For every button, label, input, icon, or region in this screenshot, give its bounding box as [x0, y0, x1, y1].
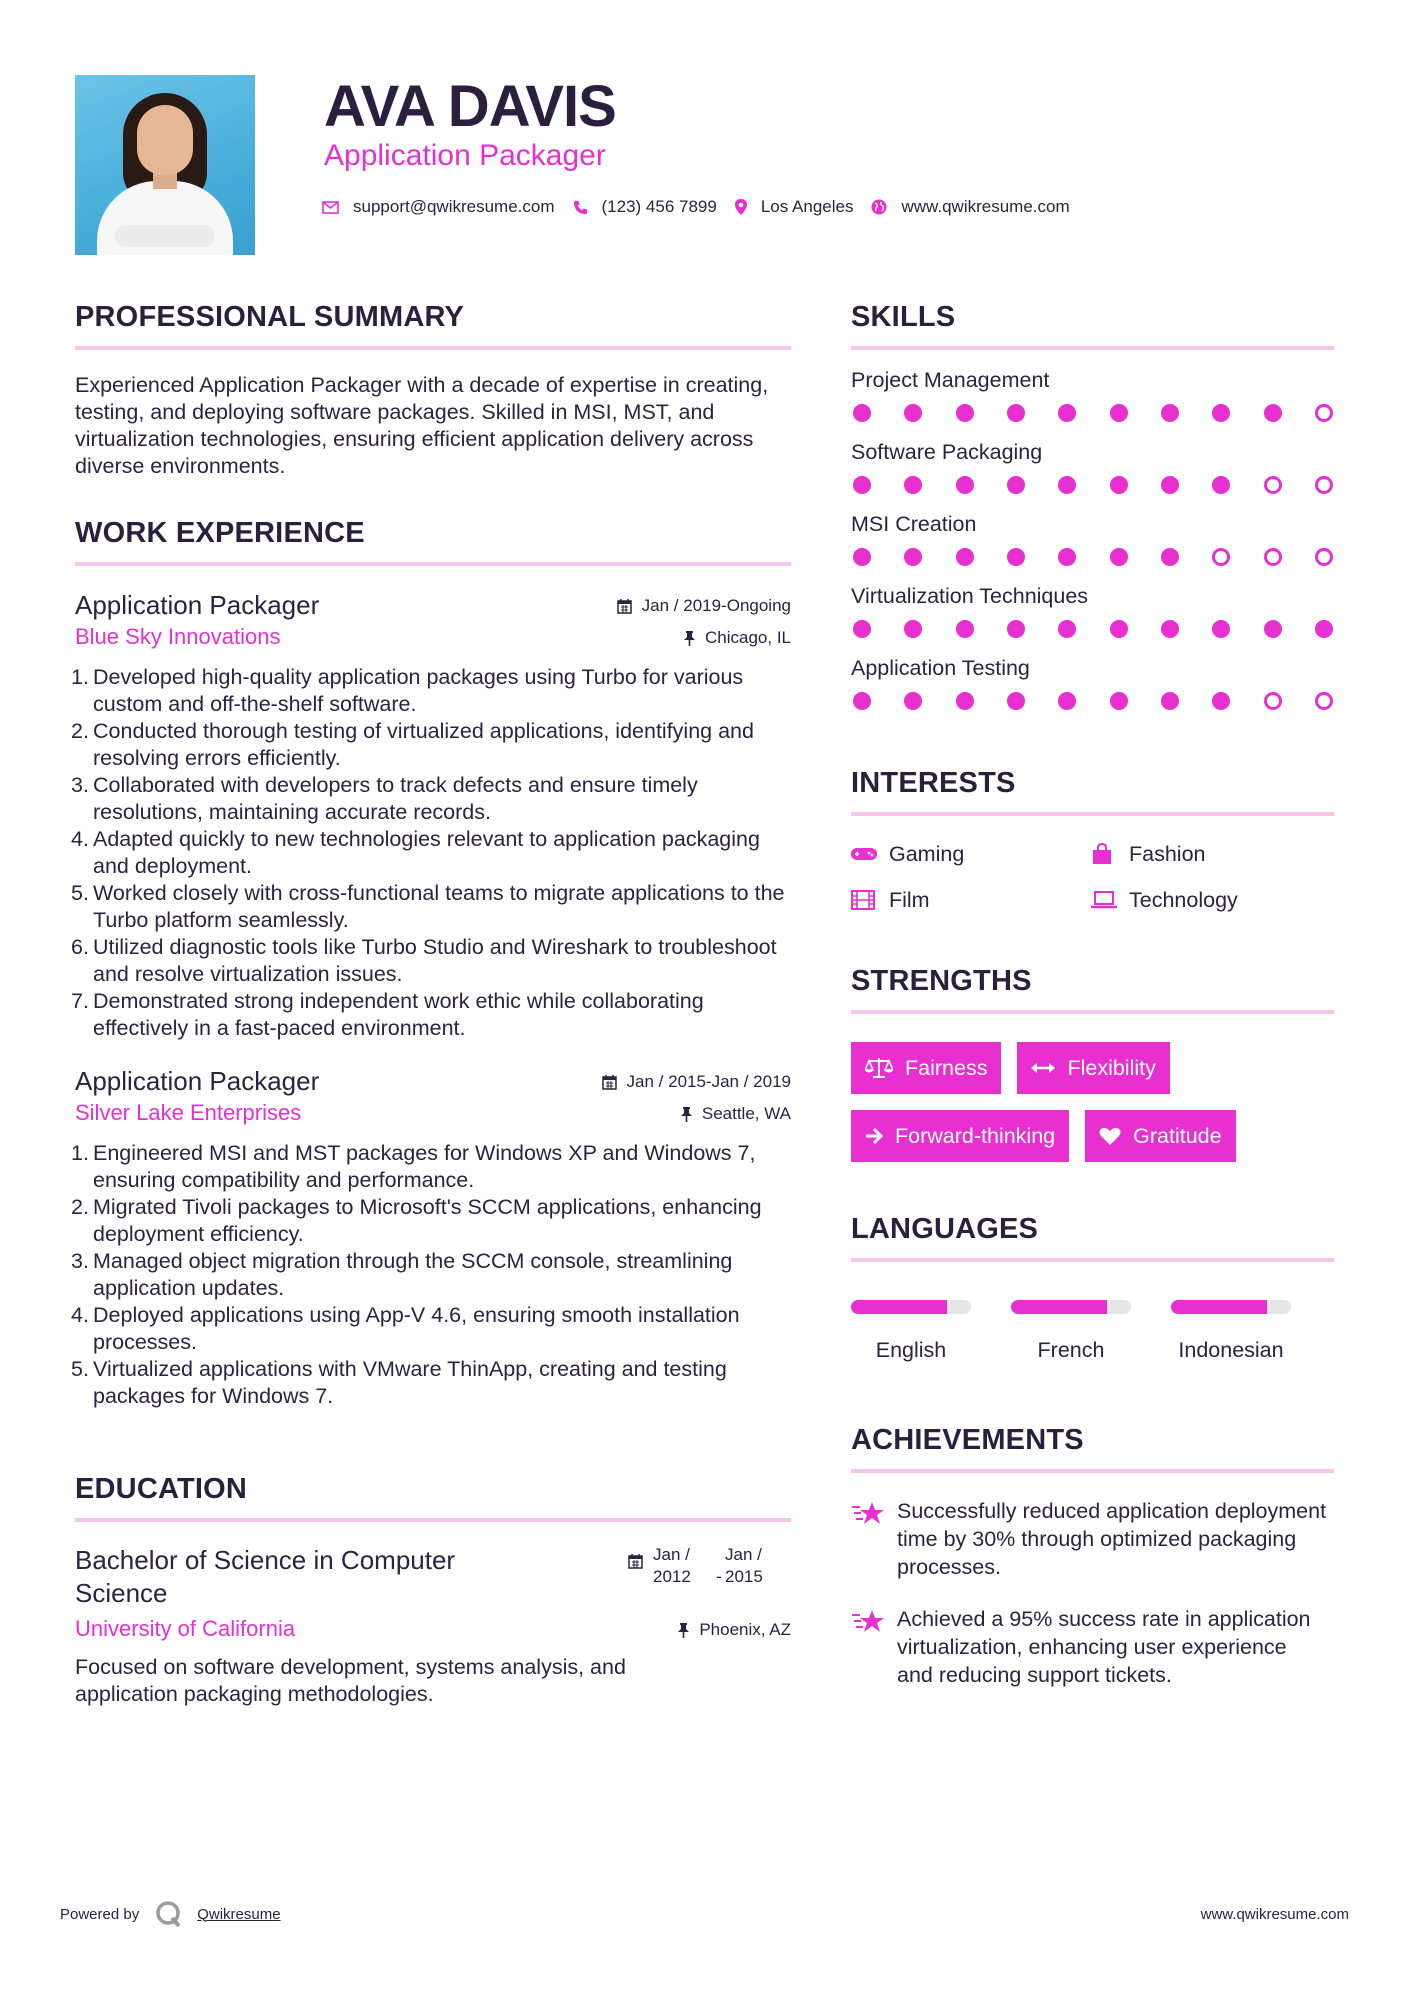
skill-dot: [904, 404, 922, 422]
education-start: Jan / 2012: [653, 1545, 691, 1586]
achievements-title: ACHIEVEMENTS: [851, 1421, 1334, 1473]
education-location-text: Phoenix, AZ: [699, 1620, 791, 1639]
skill-dot: [904, 548, 922, 566]
skills-list: [851, 366, 1334, 710]
skill-dot: [956, 476, 974, 494]
languages-title: LANGUAGES: [851, 1210, 1334, 1262]
contact-email[interactable]: [322, 197, 555, 217]
achievement-item: Achieved a 95% success rate in application virtualization, enhancing user experience and reducing support tickets.: [851, 1605, 1334, 1689]
job-date-text: Jan / 2019-Ongoing: [641, 596, 791, 615]
list-item: 7. Demonstrated strong independent work ethic while collaborating effectively in a fast-paced environment.: [71, 989, 704, 1040]
map-marker-icon: [735, 199, 747, 215]
skill-dot: [904, 476, 922, 494]
education-text: Focused on software development, systems analysis, and application packaging methodologies.: [75, 1655, 626, 1706]
skill-dot: [1212, 692, 1230, 710]
candidate-role: Application Packager: [324, 139, 606, 172]
powered-by-text: Powered by: [60, 1905, 140, 1923]
skill-name: Application Testing: [851, 656, 1030, 680]
list-item: 3. Collaborated with developers to track defects and ensure timely resolutions, maintaining accurate records.: [71, 773, 698, 824]
achievement-item: Successfully reduced application deployment time by 30% through optimized packaging processes.: [851, 1497, 1334, 1581]
calendar-icon: [628, 1554, 643, 1569]
skill-rating: [851, 620, 1333, 638]
pushpin-icon: [684, 631, 695, 646]
envelope-icon: [322, 201, 339, 214]
skill-dot: [1110, 548, 1128, 566]
email-text: support@qwikresume.com: [353, 197, 555, 216]
skill-name: MSI Creation: [851, 512, 977, 536]
interest-item: Technology: [1091, 886, 1331, 914]
skill-dot: [1264, 404, 1282, 422]
strength-tag: Flexibility: [1017, 1042, 1169, 1094]
skill-dot: [1007, 476, 1025, 494]
skill-item: [851, 366, 1334, 422]
skill-dot: [1110, 620, 1128, 638]
arrows-horizontal-icon: [1031, 1062, 1055, 1074]
summary-title: PROFESSIONAL SUMMARY: [75, 298, 791, 350]
phone-text: (123) 456 7899: [601, 197, 717, 216]
skill-dot: [853, 620, 871, 638]
interest-item: Fashion: [1091, 840, 1331, 868]
job-company: Blue Sky Innovations: [75, 624, 281, 649]
skill-dot: [1315, 692, 1333, 710]
list-item: 4. Adapted quickly to new technologies relevant to application packaging and deployment.: [71, 827, 760, 878]
degree-title: Bachelor of Science in Computer Science: [75, 1545, 456, 1608]
skill-dot: [1264, 476, 1282, 494]
summary-text: Experienced Application Packager with a decade of expertise in creating, testing, and deploying software packages. Skilled in MSI, MST, and virtualization technologies, ensuring efficient application delivery across diverse environments.: [75, 373, 769, 478]
skill-item: [851, 438, 1334, 494]
skill-dot: [1315, 548, 1333, 566]
contact-location: [735, 197, 854, 217]
skill-dot: [1212, 620, 1230, 638]
laptop-icon: [1091, 891, 1129, 909]
location-text: Los Angeles: [760, 197, 854, 216]
skill-dot: [1315, 620, 1333, 638]
language-item: [1171, 1300, 1291, 1363]
skill-dot: [1212, 548, 1230, 566]
shooting-star-icon: [851, 1605, 897, 1689]
skill-rating: [851, 548, 1333, 566]
achievements-section: [851, 1421, 1334, 1689]
skill-dot: [1007, 620, 1025, 638]
skill-dot: [1110, 692, 1128, 710]
skill-item: [851, 510, 1334, 566]
skill-dot: [853, 476, 871, 494]
experience-section: [71, 514, 791, 1410]
skill-dot: [1007, 548, 1025, 566]
skill-dot: [1058, 548, 1076, 566]
qwikresume-link[interactable]: Qwikresume: [197, 1905, 281, 1923]
website-text: www.qwikresume.com: [901, 197, 1070, 216]
skill-dot: [1315, 404, 1333, 422]
contact-website[interactable]: [871, 197, 1069, 217]
skills-section: [851, 298, 1334, 710]
film-icon: [851, 890, 889, 910]
pushpin-icon: [681, 1107, 692, 1122]
strength-tag: Fairness: [851, 1042, 1001, 1094]
education-end: Jan / 2015: [725, 1545, 763, 1586]
skill-dot: [1161, 548, 1179, 566]
education-dates: Jan / 2012 - Jan / 2015: [628, 1544, 791, 1588]
skill-dot: [904, 620, 922, 638]
list-item: 3. Managed object migration through the SCCM console, streamlining application updates.: [71, 1249, 733, 1300]
job-title: Application Packager: [75, 590, 320, 620]
school-name: University of California: [75, 1616, 296, 1641]
language-bar-fill: [1011, 1300, 1107, 1314]
shopping-bag-icon: [1091, 843, 1129, 865]
skill-dot: [1058, 620, 1076, 638]
job-location: [681, 1104, 791, 1124]
interest-item: Film: [851, 886, 1091, 914]
skill-dot: [956, 620, 974, 638]
list-item: 4. Deployed applications using App-V 4.6, ensuring smooth installation processes.: [71, 1303, 740, 1354]
languages-section: [851, 1210, 1334, 1363]
language-bar: [851, 1300, 971, 1314]
job-location: [684, 628, 791, 648]
skill-dot: [1110, 404, 1128, 422]
language-name: English: [875, 1338, 947, 1362]
experience-title: WORK EXPERIENCE: [75, 514, 791, 566]
job-bullets: [71, 664, 791, 1042]
skill-dot: [1161, 404, 1179, 422]
shooting-star-icon: [851, 1497, 897, 1581]
skill-item: [851, 582, 1334, 638]
skills-title: SKILLS: [851, 298, 1334, 350]
job-date-text: Jan / 2015-Jan / 2019: [626, 1072, 791, 1091]
skill-name: Virtualization Techniques: [851, 584, 1089, 608]
job-bullets: [71, 1140, 791, 1410]
skill-dot: [1161, 476, 1179, 494]
gamepad-icon: [851, 846, 889, 862]
skill-dot: [853, 692, 871, 710]
job-title: Application Packager: [75, 1066, 320, 1096]
skill-dot: [904, 692, 922, 710]
skill-dot: [1161, 692, 1179, 710]
skill-rating: [851, 476, 1333, 494]
skill-dot: [1264, 692, 1282, 710]
language-bar-fill: [851, 1300, 947, 1314]
education-location: [678, 1620, 791, 1640]
interest-item: Gaming: [851, 840, 1091, 868]
language-name: French: [1037, 1338, 1105, 1362]
job-entry: [71, 588, 791, 1042]
balance-scale-icon: [865, 1057, 893, 1079]
arrow-right-icon: [865, 1127, 883, 1145]
right-column: [851, 298, 1334, 1689]
language-item: [1011, 1300, 1131, 1363]
phone-icon: [573, 200, 588, 215]
skill-dot: [1058, 476, 1076, 494]
skill-name: Software Packaging: [851, 440, 1043, 464]
list-item: 1. Developed high-quality application packages using Turbo for various custom and off-the-shelf software.: [71, 665, 744, 716]
skill-dot: [1212, 404, 1230, 422]
footer-powered-by: [60, 1900, 281, 1928]
calendar-icon: [617, 599, 632, 614]
skill-dot: [1007, 692, 1025, 710]
strengths-section: [851, 962, 1334, 1162]
skill-dot: [956, 548, 974, 566]
job-date: [617, 596, 791, 616]
job-date: [602, 1072, 791, 1092]
job-location-text: Seattle, WA: [701, 1104, 791, 1123]
skill-dot: [1161, 620, 1179, 638]
list-item: 5. Virtualized applications with VMware ThinApp, creating and testing packages for Windows 7.: [71, 1357, 727, 1408]
skill-dot: [1058, 692, 1076, 710]
education-title: EDUCATION: [75, 1470, 791, 1522]
language-name: Indonesian: [1178, 1338, 1284, 1362]
skill-rating: [851, 692, 1333, 710]
skill-dot: [1007, 404, 1025, 422]
job-entry: [71, 1064, 791, 1410]
pushpin-icon: [678, 1623, 689, 1638]
qwikresume-logo-icon: [155, 1900, 183, 1928]
interests-section: [851, 764, 1334, 914]
language-bar: [1171, 1300, 1291, 1314]
skill-dot: [1315, 476, 1333, 494]
list-item: 6. Utilized diagnostic tools like Turbo Studio and Wireshark to troubleshoot and resolve virtualization issues.: [71, 935, 777, 986]
list-item: 2. Migrated Tivoli packages to Microsoft's SCCM applications, enhancing deployment efficiency.: [71, 1195, 762, 1246]
skill-dot: [1058, 404, 1076, 422]
education-section: [75, 1470, 791, 1708]
language-item: [851, 1300, 971, 1363]
list-item: 1. Engineered MSI and MST packages for Windows XP and Windows 7, ensuring compatibility and performance.: [71, 1141, 756, 1192]
left-column: [71, 298, 791, 1708]
skill-dot: [956, 692, 974, 710]
globe-icon: [871, 199, 887, 215]
contact-phone[interactable]: [573, 197, 717, 217]
profile-photo: [75, 75, 255, 255]
strength-tag: Gratitude: [1085, 1110, 1235, 1162]
language-bar-fill: [1171, 1300, 1267, 1314]
skill-item: [851, 654, 1334, 710]
skill-name: Project Management: [851, 368, 1050, 392]
summary-section: [75, 298, 791, 480]
calendar-icon: [602, 1075, 617, 1090]
interests-title: INTERESTS: [851, 764, 1334, 816]
skill-dot: [853, 548, 871, 566]
skill-dot: [956, 404, 974, 422]
strengths-title: STRENGTHS: [851, 962, 1334, 1014]
list-item: 5. Worked closely with cross-functional teams to migrate applications to the Turbo platform seamlessly.: [71, 881, 785, 932]
job-location-text: Chicago, IL: [705, 628, 791, 647]
job-company: Silver Lake Enterprises: [75, 1100, 302, 1125]
list-item: 2. Conducted thorough testing of virtualized applications, identifying and resolving errors efficiently.: [71, 719, 754, 770]
candidate-name: AVA DAVIS: [324, 74, 616, 139]
strength-tag: Forward-thinking: [851, 1110, 1069, 1162]
skill-dot: [1264, 620, 1282, 638]
heart-icon: [1099, 1126, 1121, 1146]
language-bar: [1011, 1300, 1131, 1314]
footer-url[interactable]: www.qwikresume.com: [1200, 1906, 1349, 1923]
skill-dot: [1110, 476, 1128, 494]
skill-dot: [1264, 548, 1282, 566]
contact-bar: [322, 194, 1088, 220]
skill-dot: [853, 404, 871, 422]
skill-rating: [851, 404, 1333, 422]
skill-dot: [1212, 476, 1230, 494]
